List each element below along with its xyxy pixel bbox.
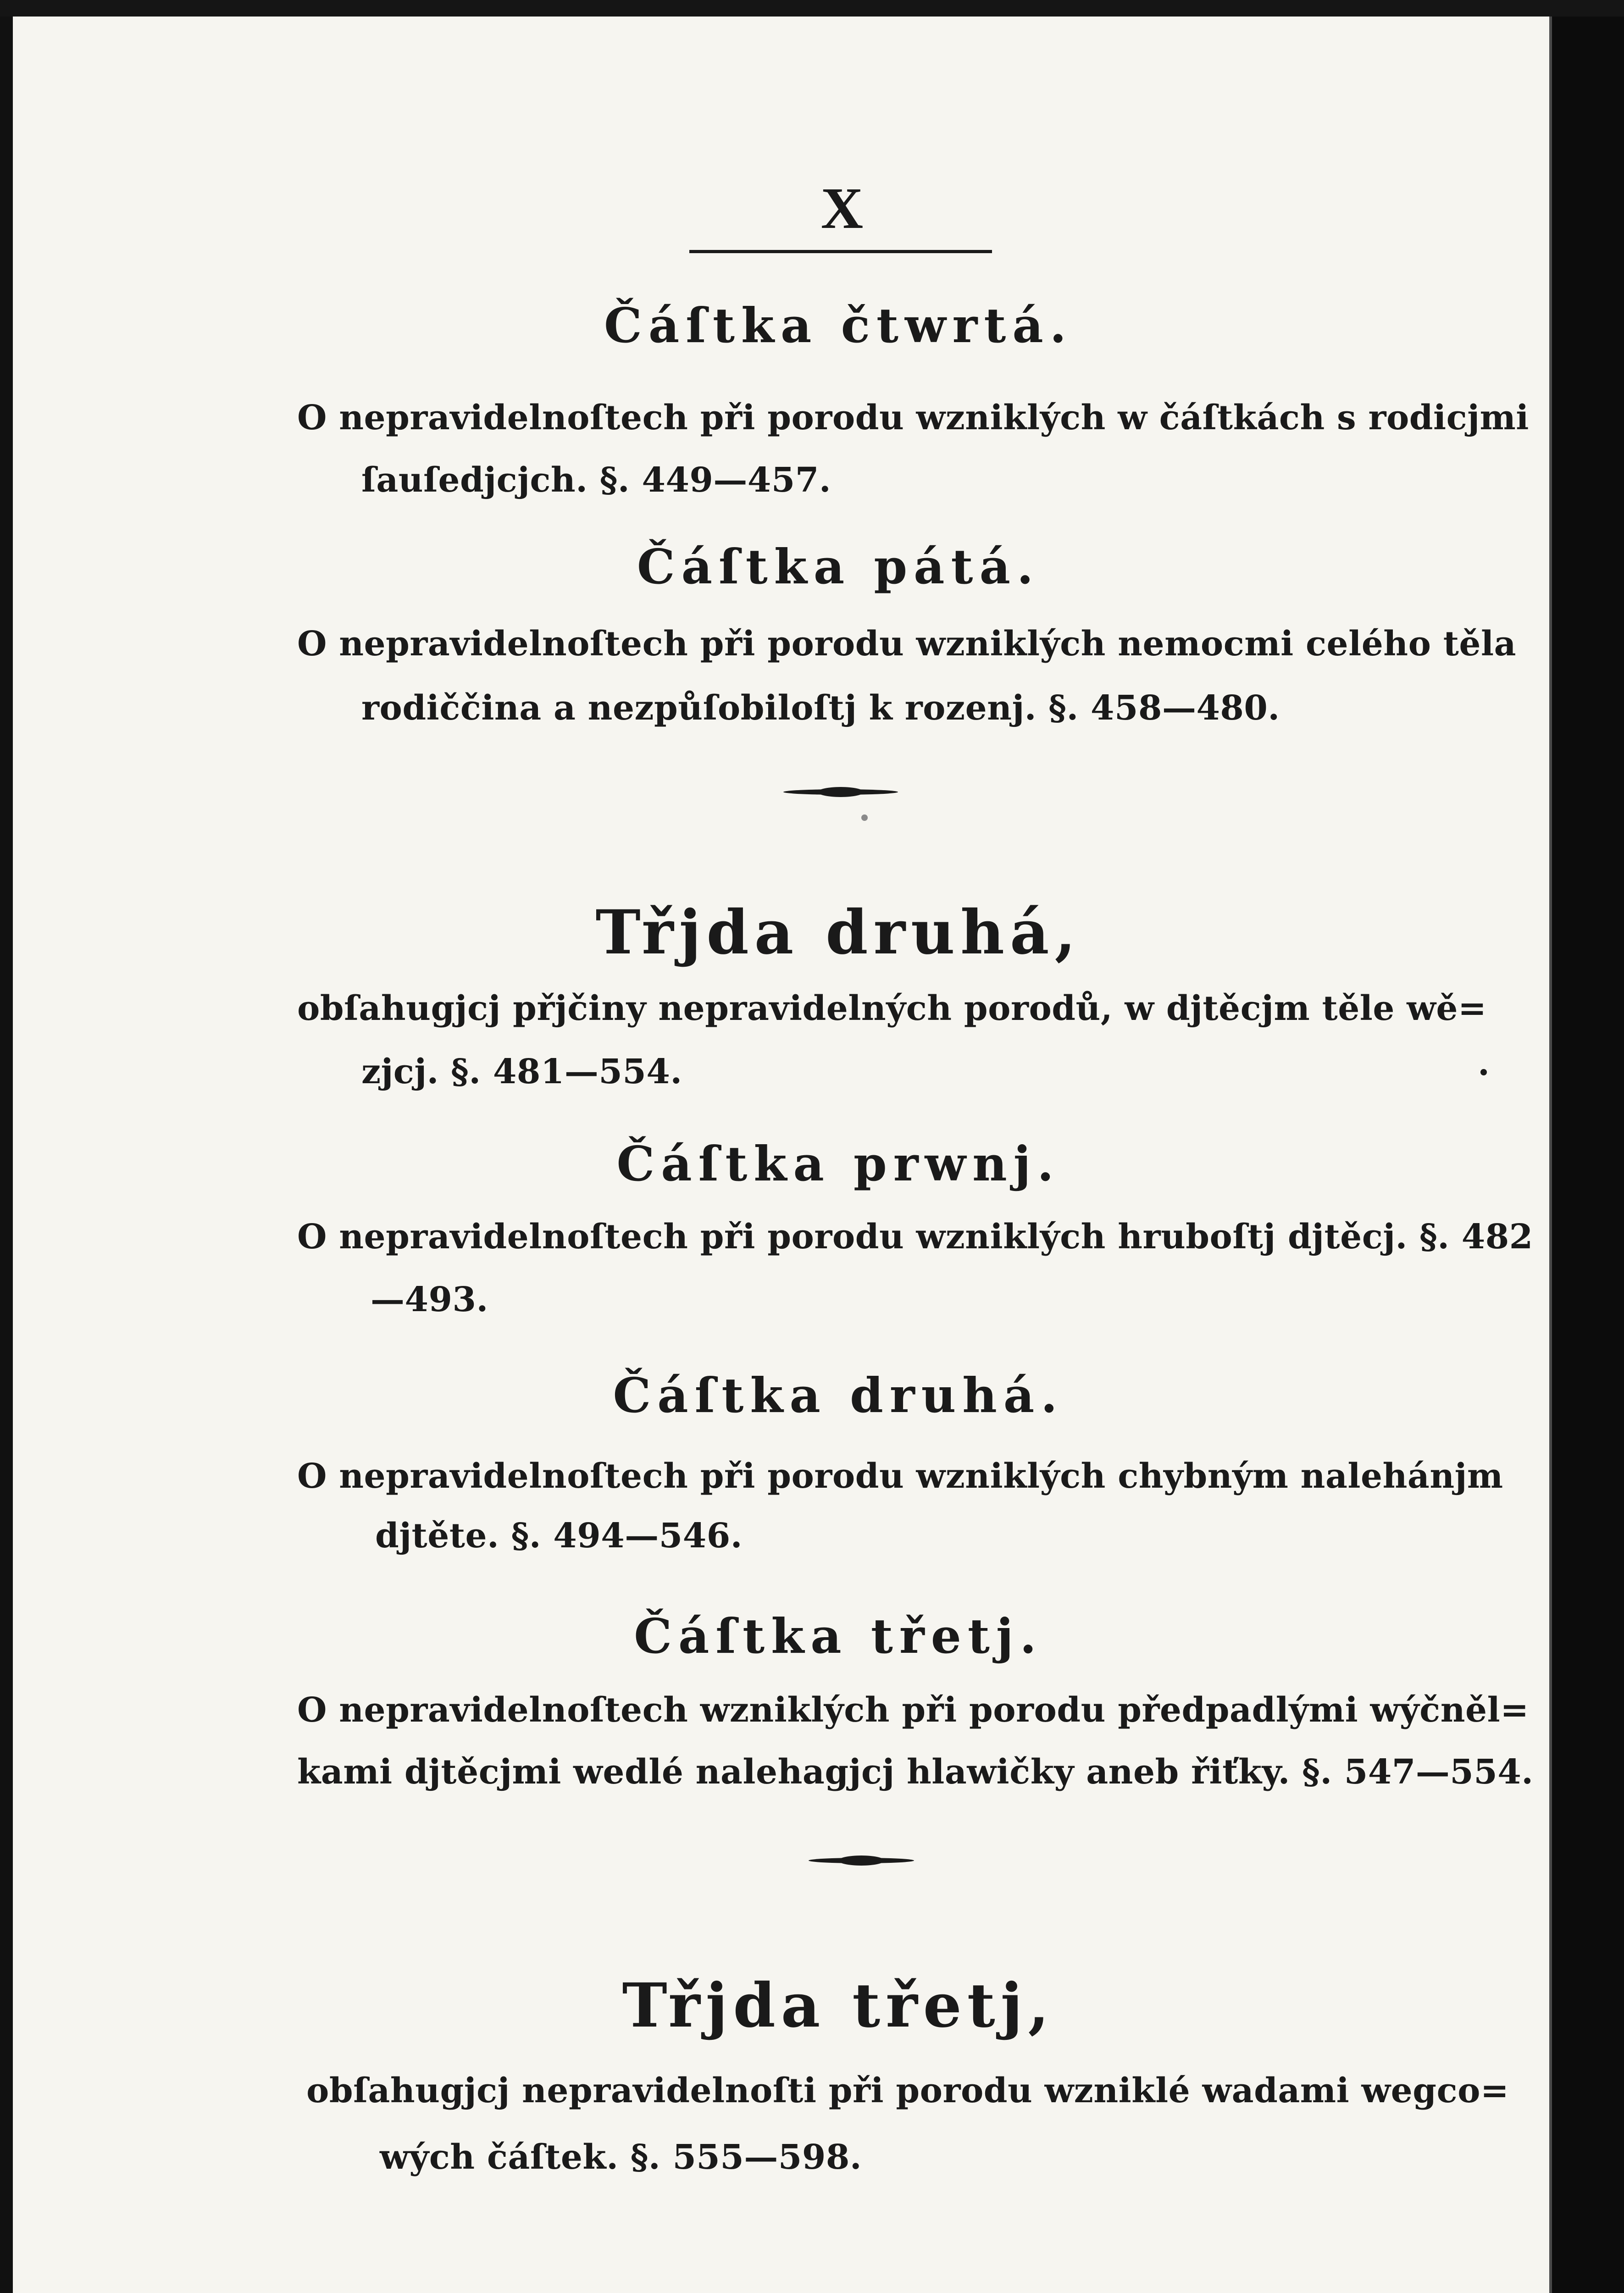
page-number: X [820, 176, 865, 241]
book-page [13, 17, 1549, 2293]
section-prwnj-line-2: —493. [371, 1280, 488, 1319]
section-heading-ctvrta: Čáſtka čtwrtá. [604, 297, 1073, 354]
ornament-divider-1-center [818, 787, 864, 797]
section-druha-line-1: O nepravidelnoſtech při porodu wzniklých chybným nalehánjm [297, 1457, 1503, 1496]
section-tretj-line-2: kami djtěcjmi wedlé nalehagjcj hlawičky aneb řiťky. §. 547—554. [297, 1752, 1534, 1792]
scan-border-right [1549, 17, 1624, 2293]
section-heading-tretj: Čáſtka třetj. [634, 1608, 1043, 1664]
class-heading-druha: Třjda druhá, [595, 897, 1081, 968]
class-tretj-line-1: obſahugjcj nepravidelnoſti při porodu wzniklé wadami wegco= [306, 2071, 1509, 2110]
scan-border-top [0, 0, 1624, 17]
class-druha-line-1: obſahugjcj přjčiny nepravidelných porodů, w djtěcjm těle wě= [297, 989, 1487, 1028]
section-ctvrta-line-1: O nepravidelnoſtech při porodu wzniklých w čáſtkách s rodicjmi [297, 398, 1529, 438]
section-heading-druha: Čáſtka druhá. [613, 1367, 1064, 1423]
section-pata-line-2: rodiččina a nezpůſobiloſtj k rozenj. §. 458—480. [361, 688, 1280, 728]
section-ctvrta-line-2: ſauſedjcjch. §. 449—457. [361, 460, 831, 500]
class-heading-tretj: Třjda třetj, [622, 1970, 1055, 2041]
ink-speck [861, 814, 868, 821]
section-heading-prwnj: Čáſtka prwnj. [616, 1135, 1060, 1192]
ornament-divider-2-center [838, 1855, 884, 1866]
section-tretj-line-1: O nepravidelnoſtech wzniklých při porodu předpadlými wýčněl= [297, 1690, 1529, 1730]
section-pata-line-1: O nepravidelnoſtech při porodu wzniklých nemocmi celého těla [297, 624, 1517, 664]
class-tretj-line-2: wých čáſtek. §. 555—598. [380, 2138, 862, 2177]
ink-speck [1480, 1069, 1487, 1075]
section-druha-line-2: djtěte. §. 494—546. [375, 1516, 743, 1556]
page-edge-shadow [1549, 17, 1552, 2293]
section-heading-pata: Čáſtka pátá. [637, 538, 1040, 595]
section-prwnj-line-1: O nepravidelnoſtech při porodu wzniklých hruboſtj djtěcj. §. 482 [297, 1217, 1533, 1257]
header-rule [689, 250, 992, 253]
class-druha-line-2: zjcj. §. 481—554. [361, 1052, 682, 1091]
